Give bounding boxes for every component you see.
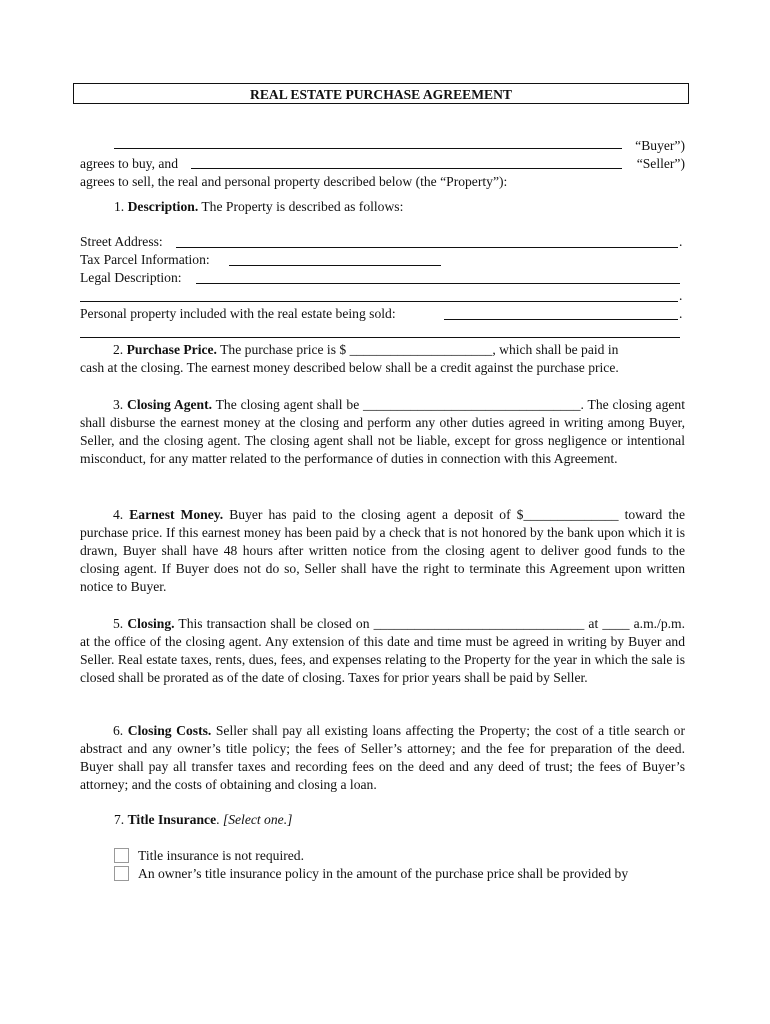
legal-description-field[interactable] — [196, 283, 680, 284]
section-7-title: Title Insurance — [127, 812, 217, 827]
section-6 — [80, 722, 685, 794]
section-2-text-b: cash at the closing. The earnest money described below shall be a credit against the purchase price. — [80, 360, 619, 375]
buyer-tag: “Buyer”) — [635, 138, 685, 153]
section-5-text: This transaction shall be closed on _______________________________ at ____ a.m./p.m. at the office of the closing agent. Any extension of this date and time must be agreed in writing by Buyer and Seller. Real estate taxes, rents, dues, fees, and expenses relating to the Property for the year in which the sale is closed shall be prorated as of the date of closing. Taxes for prior years shall be paid by Seller. — [80, 616, 685, 685]
section-7-select-note: [Select one.] — [222, 812, 293, 827]
title-insurance-option-1: Title insurance is not required. — [138, 848, 304, 863]
legal-description-field-2[interactable] — [80, 301, 678, 302]
section-5-title: Closing. — [127, 616, 175, 631]
buyer-name-field[interactable] — [114, 148, 622, 149]
section-4 — [80, 506, 685, 596]
legal-description-label: Legal Description: — [80, 270, 182, 285]
section-2-text-a: The purchase price is $ _____________________, which shall be paid in — [220, 342, 619, 357]
personal-property-field-2[interactable] — [80, 337, 680, 338]
section-1-heading — [114, 198, 403, 216]
section-1-number: 1. — [114, 199, 125, 214]
sell-line: agrees to sell, the real and personal property described below (the “Property”): — [80, 174, 508, 189]
section-2-number: 2. — [113, 342, 124, 357]
section-3-title: Closing Agent. — [127, 397, 213, 412]
section-6-title: Closing Costs. — [127, 723, 212, 738]
section-6-number: 6. — [113, 723, 124, 738]
period: . — [679, 288, 683, 303]
personal-property-label: Personal property included with the real estate being sold: — [80, 306, 396, 321]
seller-prefix: agrees to buy, and — [80, 156, 179, 171]
period: . — [679, 234, 683, 249]
period: . — [679, 306, 683, 321]
section-3 — [80, 396, 685, 468]
section-7-heading — [114, 811, 292, 829]
tax-parcel-label: Tax Parcel Information: — [80, 252, 210, 267]
street-address-label: Street Address: — [80, 234, 163, 249]
section-5-number: 5. — [113, 616, 124, 631]
personal-property-field[interactable] — [444, 319, 678, 320]
page-title: REAL ESTATE PURCHASE AGREEMENT — [73, 83, 689, 104]
section-2-title: Purchase Price. — [126, 342, 217, 357]
seller-name-field[interactable] — [191, 168, 622, 169]
section-2 — [80, 341, 685, 359]
title-insurance-not-required-checkbox[interactable] — [114, 848, 129, 863]
section-1-title: Description. — [127, 199, 199, 214]
seller-tag: “Seller”) — [636, 156, 685, 171]
section-4-text: Buyer has paid to the closing agent a deposit of $______________ toward the purchase price. If this earnest money has been paid by a check that is not honored by the bank upon which it is drawn, Buyer shall have 48 hours after written notice from the closing agent to deliver good funds to the closing agent. If Buyer does not do so, Seller shall have the right to terminate this Agreement upon written notice to Buyer. — [80, 507, 685, 594]
section-3-number: 3. — [113, 397, 124, 412]
section-7-number: 7. — [114, 812, 125, 827]
street-address-field[interactable] — [176, 247, 678, 248]
section-6-text: Seller shall pay all existing loans affecting the Property; the cost of a title search or abstract and any owner’s title policy; the fees of Seller’s attorney; and the fee for preparation of the deed. Buyer shall pay all transfer taxes and recording fees on the deed and any deed of trust; the fees of Buyer’s attorney; and the costs of obtaining and closing a loan. — [80, 723, 686, 792]
section-4-title: Earnest Money. — [129, 507, 224, 522]
section-3-text: The closing agent shall be ________________________________. The closing agent shall disburse the earnest money at the closing and perform any other duties agreed in writing among Buyer, Seller, and the closing agent. The closing agent shall not be liable, except for gross negligence or intentional misconduct, for any matter related to the performance of duties in connection with this Agreement. — [80, 397, 685, 466]
owner-title-policy-checkbox[interactable] — [114, 866, 129, 881]
section-4-number: 4. — [113, 507, 124, 522]
title-insurance-option-2: An owner’s title insurance policy in the amount of the purchase price shall be provided by — [138, 866, 629, 881]
section-1-text: The Property is described as follows: — [201, 199, 404, 214]
section-5 — [80, 615, 685, 687]
tax-parcel-field[interactable] — [229, 265, 441, 266]
section-7-dot: . — [216, 812, 220, 827]
